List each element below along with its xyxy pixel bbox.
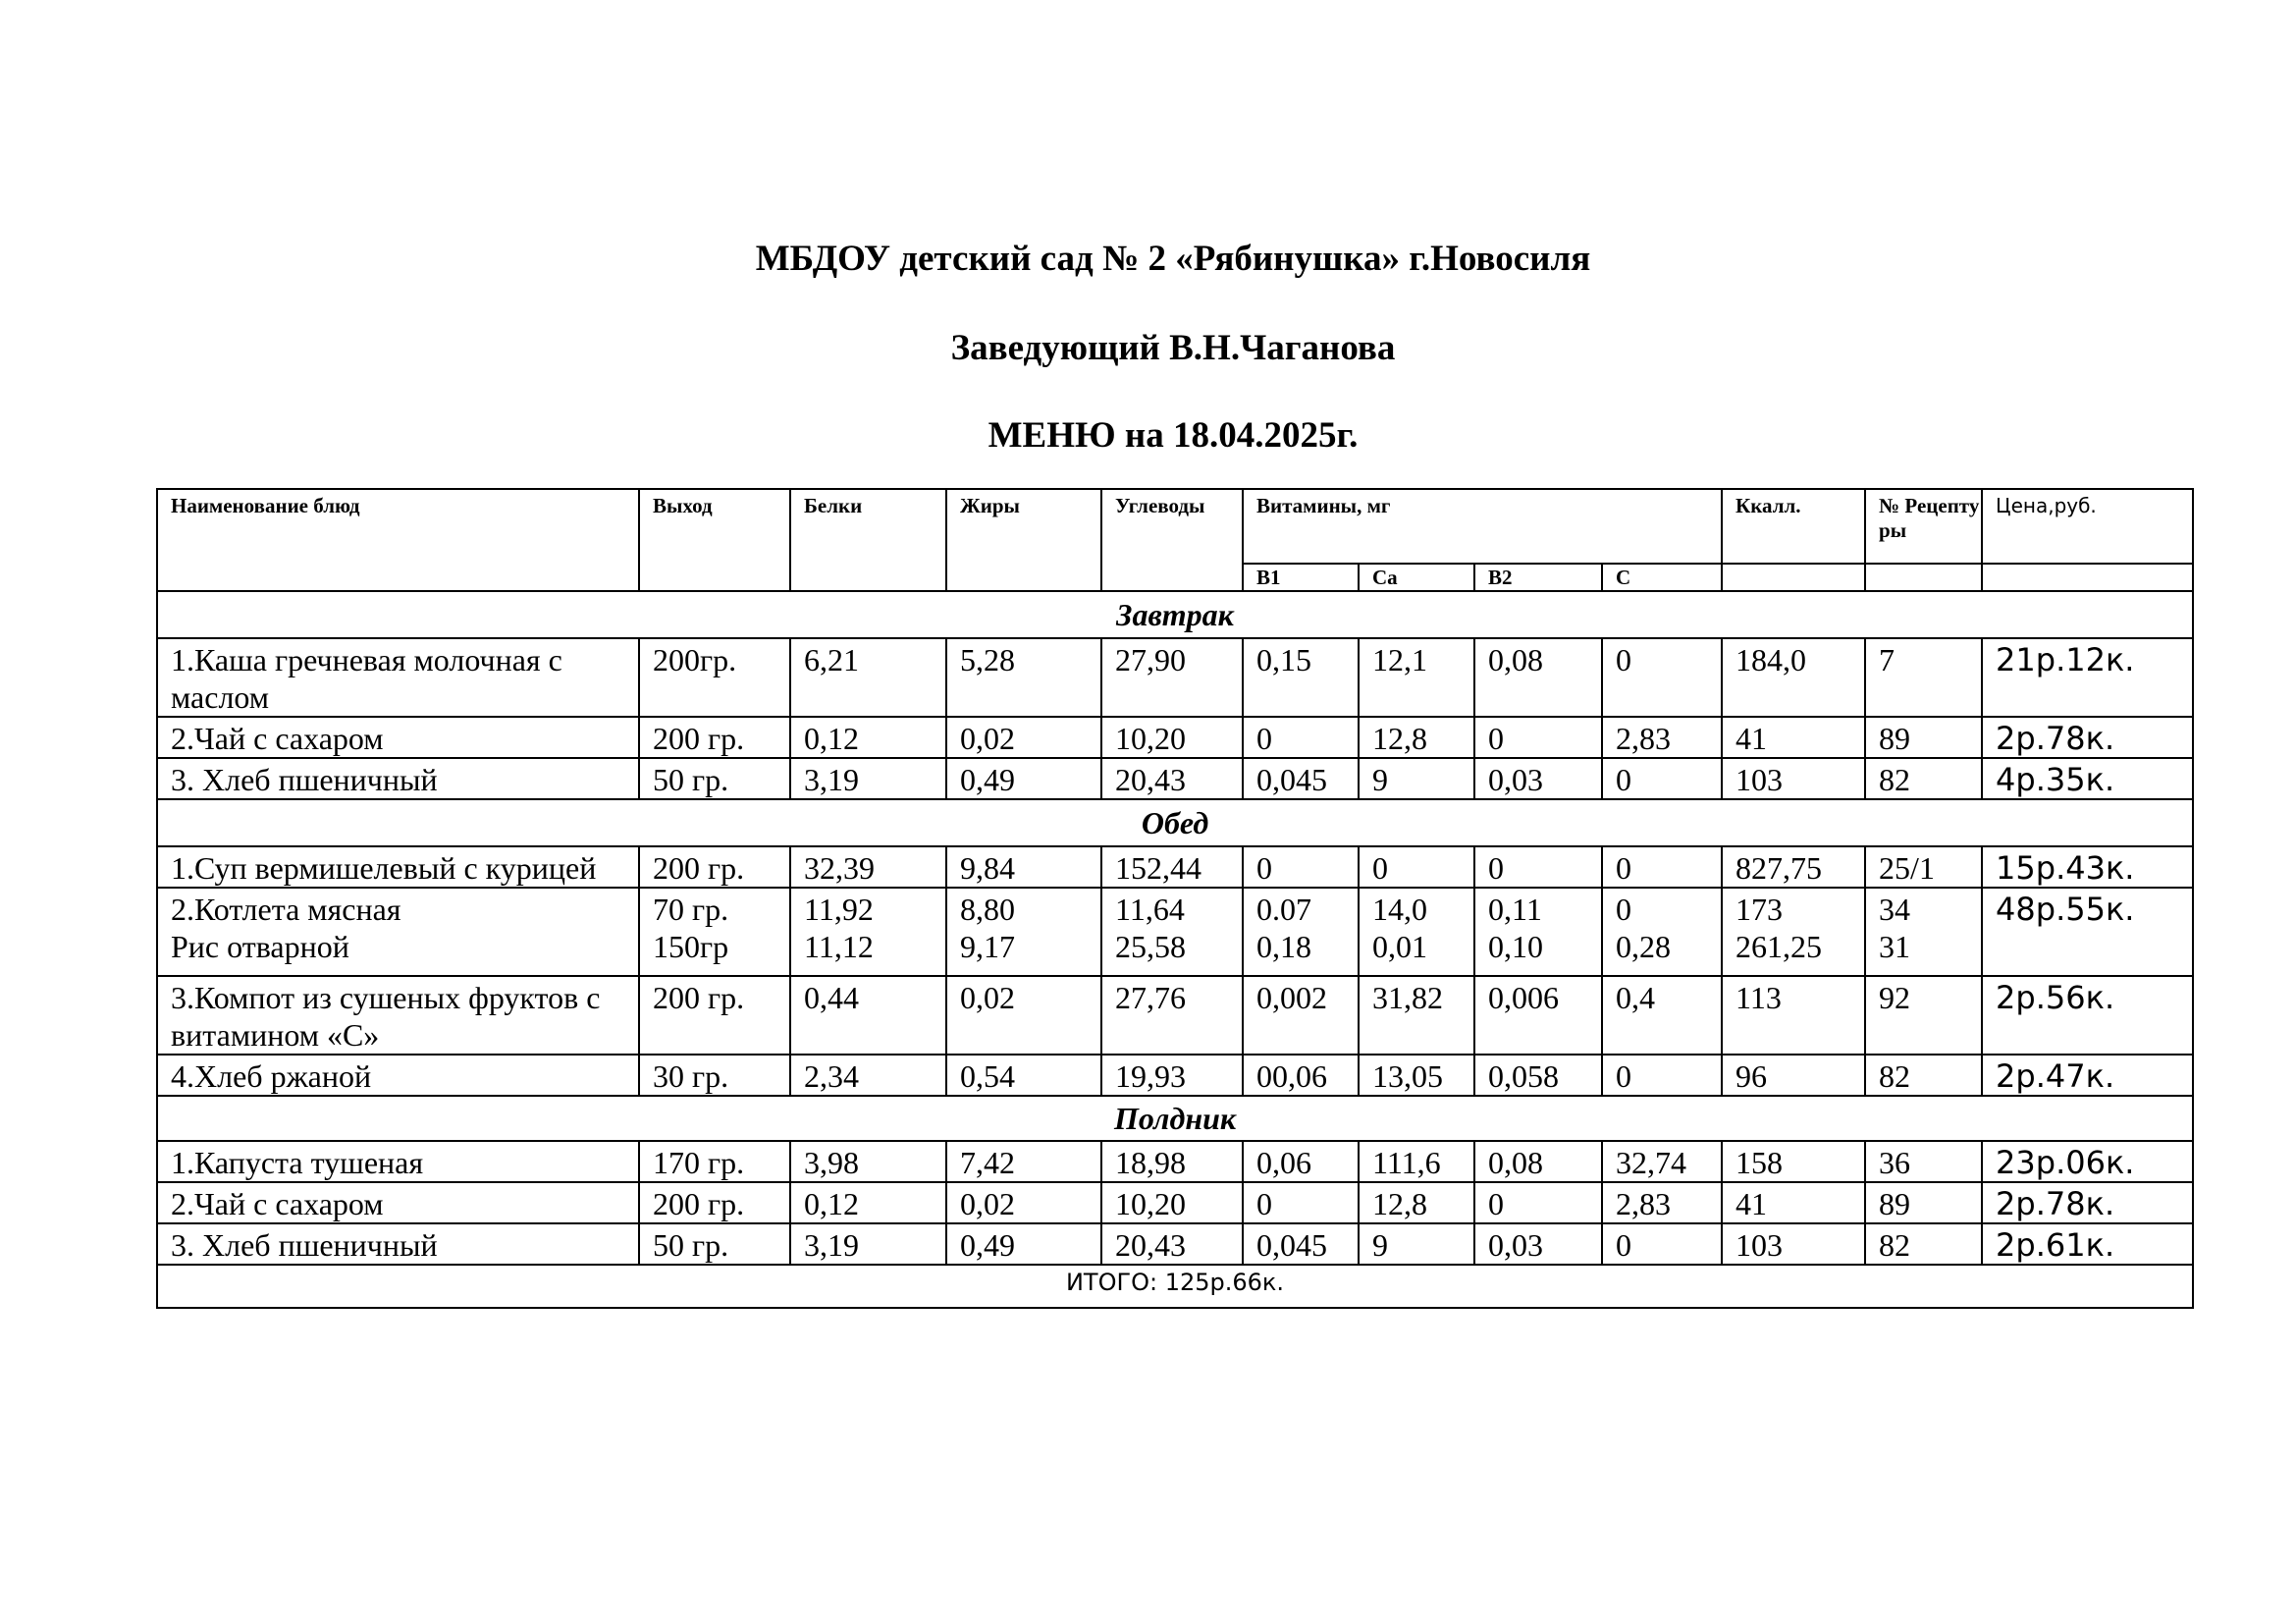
cell-dish-name [157, 717, 639, 758]
cell-value: 200 гр. [653, 850, 745, 886]
cell-value: 3. Хлеб пшеничный [171, 1227, 438, 1263]
table-row [157, 717, 2193, 758]
section-row [157, 1096, 2193, 1141]
cell-value: 6,21 [804, 642, 859, 677]
cell-vitamin-ca [1359, 888, 1474, 976]
cell-dish-name [157, 758, 639, 799]
cell-vitamin-c [1602, 846, 1722, 888]
cell-value: 27,90 [1115, 642, 1186, 677]
cell-value-second-line: 25,58 [1115, 929, 1186, 964]
cell-value: 9 [1372, 1227, 1388, 1263]
table-row [157, 758, 2193, 799]
col-header-recipe: № Рецепту ры [1865, 489, 1982, 564]
cell-value: 0.07 [1256, 892, 1311, 927]
table-row [157, 1182, 2193, 1223]
cell-kcal [1722, 1223, 1865, 1265]
cell-value: 20,43 [1115, 762, 1186, 797]
cell-value: 0,02 [960, 721, 1015, 756]
cell-output [639, 976, 790, 1055]
cell-value: 0,54 [960, 1058, 1015, 1094]
cell-recipe [1865, 846, 1982, 888]
cell-fat [946, 1182, 1101, 1223]
cell-recipe [1865, 976, 1982, 1055]
cell-value: 96 [1735, 1058, 1768, 1094]
cell-vitamin-b1 [1243, 976, 1359, 1055]
cell-vitamin-c [1602, 1223, 1722, 1265]
cell-value: 9,84 [960, 850, 1015, 886]
cell-value: 21р.12к. [1996, 641, 2135, 678]
cell-vitamin-b2 [1474, 1141, 1602, 1182]
cell-kcal [1722, 638, 1865, 717]
cell-value: 0,11 [1488, 892, 1542, 927]
cell-fat [946, 1223, 1101, 1265]
cell-vitamin-b2 [1474, 717, 1602, 758]
cell-fat [946, 976, 1101, 1055]
cell-fat [946, 1055, 1101, 1096]
cell-value: 0,03 [1488, 1227, 1543, 1263]
director-line: Заведующий В.Н.Чаганова [950, 328, 1396, 368]
cell-value: 0 [1256, 1186, 1272, 1221]
cell-value: 7 [1879, 642, 1896, 677]
cell-vitamin-b2 [1474, 1223, 1602, 1265]
cell-value: 827,75 [1735, 850, 1823, 886]
cell-carbs [1101, 1223, 1243, 1265]
cell-carbs [1101, 1141, 1243, 1182]
menu-table [156, 488, 2194, 1309]
cell-price [1982, 846, 2193, 888]
section-row [157, 591, 2193, 638]
cell-fat [946, 638, 1101, 717]
cell-value: 184,0 [1735, 642, 1807, 677]
cell-dish-name [157, 638, 639, 717]
cell-value: 0 [1488, 1186, 1504, 1221]
cell-value: 0,12 [804, 1186, 859, 1221]
col-header-vitamin-c: С [1602, 564, 1722, 591]
cell-value: 0 [1616, 762, 1631, 797]
cell-price [1982, 758, 2193, 799]
cell-vitamin-c [1602, 976, 1722, 1055]
cell-dish-name [157, 1141, 639, 1182]
empty-cell [1865, 564, 1982, 591]
cell-value: 2р.47к. [1996, 1057, 2115, 1095]
cell-value-second-line: 150гр [653, 929, 729, 964]
cell-recipe [1865, 638, 1982, 717]
cell-price [1982, 638, 2193, 717]
cell-kcal [1722, 888, 1865, 976]
cell-value: 5,28 [960, 642, 1015, 677]
cell-value: 89 [1879, 1186, 1911, 1221]
cell-value: 0,12 [804, 721, 859, 756]
cell-value: 0,06 [1256, 1145, 1311, 1180]
menu-title: МЕНЮ на 18.04.2025г. [988, 415, 1359, 456]
cell-vitamin-ca [1359, 846, 1474, 888]
col-header-name: Наименование блюд [157, 489, 639, 591]
cell-dish-name [157, 846, 639, 888]
cell-price [1982, 1223, 2193, 1265]
cell-value: 3. Хлеб пшеничный [171, 762, 438, 797]
cell-value: 34 [1879, 892, 1911, 927]
cell-carbs [1101, 976, 1243, 1055]
cell-value: 8,80 [960, 892, 1015, 927]
cell-value: 41 [1735, 721, 1768, 756]
cell-value: 0,49 [960, 762, 1015, 797]
cell-protein [790, 846, 946, 888]
cell-output [639, 758, 790, 799]
cell-value-second-line: 31 [1879, 929, 1911, 964]
cell-carbs [1101, 717, 1243, 758]
col-header-vitamin-b2: В2 [1474, 564, 1602, 591]
cell-value: 20,43 [1115, 1227, 1186, 1263]
cell-value: 41 [1735, 1186, 1768, 1221]
total-value: ИТОГО: 125р.66к. [157, 1265, 2193, 1308]
cell-value: 158 [1735, 1145, 1784, 1180]
total-row [157, 1265, 2193, 1308]
cell-value: 170 гр. [653, 1145, 745, 1180]
cell-value: 173 [1735, 892, 1784, 927]
cell-value: 0 [1616, 1058, 1631, 1094]
cell-vitamin-b1 [1243, 717, 1359, 758]
cell-vitamin-b1 [1243, 1182, 1359, 1223]
cell-value: 0 [1616, 642, 1631, 677]
cell-output [639, 1182, 790, 1223]
cell-value: 200гр. [653, 642, 737, 677]
table-row [157, 976, 2193, 1055]
org-title: МБДОУ детский сад № 2 «Рябинушка» г.Новосиля [755, 239, 1591, 279]
table-row [157, 888, 2193, 976]
cell-dish-name [157, 888, 639, 976]
cell-value: 2.Чай с сахаром [171, 1186, 384, 1221]
cell-value: 19,93 [1115, 1058, 1186, 1094]
cell-protein [790, 638, 946, 717]
table-row [157, 1223, 2193, 1265]
cell-dish-name [157, 1182, 639, 1223]
cell-dish-name [157, 1055, 639, 1096]
cell-value: 10,20 [1115, 1186, 1186, 1221]
cell-value: 0,03 [1488, 762, 1543, 797]
cell-value: 200 гр. [653, 721, 745, 756]
cell-kcal [1722, 717, 1865, 758]
cell-dish-name [157, 976, 639, 1055]
cell-protein [790, 717, 946, 758]
cell-vitamin-ca [1359, 717, 1474, 758]
cell-vitamin-b2 [1474, 1055, 1602, 1096]
cell-value: 200 гр. [653, 980, 745, 1015]
cell-fat [946, 846, 1101, 888]
cell-value: 36 [1879, 1145, 1911, 1180]
cell-price [1982, 888, 2193, 976]
cell-output [639, 1223, 790, 1265]
col-header-output: Выход [639, 489, 790, 591]
cell-carbs [1101, 758, 1243, 799]
cell-value: 0 [1616, 850, 1631, 886]
cell-value: 12,8 [1372, 1186, 1427, 1221]
cell-value: 50 гр. [653, 762, 729, 797]
section-row [157, 799, 2193, 846]
empty-cell [1722, 564, 1865, 591]
cell-recipe [1865, 717, 1982, 758]
col-header-price: Цена,руб. [1982, 489, 2193, 564]
cell-value: 0,44 [804, 980, 859, 1015]
table-row [157, 846, 2193, 888]
cell-vitamin-ca [1359, 1055, 1474, 1096]
cell-value: 103 [1735, 762, 1784, 797]
col-header-vitamins: Витамины, мг [1243, 489, 1722, 564]
table-row [157, 638, 2193, 717]
cell-value-second-line: 9,17 [960, 929, 1015, 964]
cell-carbs [1101, 846, 1243, 888]
cell-value: 2р.78к. [1996, 720, 2115, 757]
section-title: Полдник [157, 1096, 2193, 1141]
cell-recipe [1865, 888, 1982, 976]
cell-value: 4.Хлеб ржаной [171, 1058, 372, 1094]
cell-vitamin-c [1602, 717, 1722, 758]
section-title: Завтрак [157, 591, 2193, 638]
cell-vitamin-b2 [1474, 846, 1602, 888]
cell-value-second-line: Рис отварной [171, 929, 349, 964]
cell-value: 2р.61к. [1996, 1226, 2115, 1264]
cell-value: 0,15 [1256, 642, 1311, 677]
cell-value-second-line: 0,01 [1372, 929, 1427, 964]
cell-value: 2.Чай с сахаром [171, 721, 384, 756]
cell-value: 92 [1879, 980, 1911, 1015]
cell-vitamin-b1 [1243, 638, 1359, 717]
cell-recipe [1865, 1055, 1982, 1096]
cell-output [639, 638, 790, 717]
col-header-vitamin-b1: В1 [1243, 564, 1359, 591]
cell-value: 200 гр. [653, 1186, 745, 1221]
cell-value: 12,1 [1372, 642, 1427, 677]
cell-value: 111,6 [1372, 1145, 1441, 1180]
cell-value: 0 [1616, 892, 1631, 927]
cell-value: 00,06 [1256, 1058, 1327, 1094]
cell-vitamin-ca [1359, 1182, 1474, 1223]
cell-value: 0 [1256, 721, 1272, 756]
cell-value: 0,006 [1488, 980, 1559, 1015]
cell-vitamin-ca [1359, 1223, 1474, 1265]
cell-value: 2р.78к. [1996, 1185, 2115, 1222]
cell-value: 2р.56к. [1996, 979, 2115, 1016]
cell-vitamin-b1 [1243, 1141, 1359, 1182]
table-row [157, 1141, 2193, 1182]
cell-value: 4р.35к. [1996, 761, 2115, 798]
cell-value: 2,83 [1616, 1186, 1671, 1221]
cell-value: 12,8 [1372, 721, 1427, 756]
cell-vitamin-b2 [1474, 976, 1602, 1055]
cell-value: 1.Капуста тушеная [171, 1145, 424, 1180]
cell-vitamin-b1 [1243, 888, 1359, 976]
cell-value: 113 [1735, 980, 1782, 1015]
cell-vitamin-c [1602, 888, 1722, 976]
cell-vitamin-ca [1359, 758, 1474, 799]
cell-vitamin-ca [1359, 1141, 1474, 1182]
cell-value: 14,0 [1372, 892, 1427, 927]
cell-value: 2.Котлета мясная [171, 892, 401, 927]
cell-price [1982, 1141, 2193, 1182]
cell-value: 0,49 [960, 1227, 1015, 1263]
cell-value: 0,4 [1616, 980, 1655, 1015]
cell-kcal [1722, 758, 1865, 799]
cell-fat [946, 717, 1101, 758]
cell-value: 0,02 [960, 980, 1015, 1015]
cell-value-second-line: 0,10 [1488, 929, 1543, 964]
cell-value: 9 [1372, 762, 1388, 797]
cell-vitamin-c [1602, 1141, 1722, 1182]
cell-value: 27,76 [1115, 980, 1186, 1015]
cell-vitamin-b2 [1474, 1182, 1602, 1223]
cell-value: 0 [1616, 1227, 1631, 1263]
cell-value: 0 [1488, 850, 1504, 886]
cell-value: 30 гр. [653, 1058, 729, 1094]
table-header-row [157, 489, 2193, 564]
cell-fat [946, 1141, 1101, 1182]
cell-vitamin-c [1602, 638, 1722, 717]
cell-recipe [1865, 1182, 1982, 1223]
cell-vitamin-b1 [1243, 1055, 1359, 1096]
cell-value-second-line: 261,25 [1735, 929, 1823, 964]
cell-value: 50 гр. [653, 1227, 729, 1263]
col-header-carbs: Углеводы [1101, 489, 1243, 591]
cell-price [1982, 717, 2193, 758]
cell-value-second-line: 0,28 [1616, 929, 1671, 964]
cell-protein [790, 976, 946, 1055]
cell-value: 13,05 [1372, 1058, 1443, 1094]
cell-value: 48р.55к. [1996, 891, 2135, 928]
cell-value: 32,39 [804, 850, 875, 886]
col-header-vitamin-ca: Са [1359, 564, 1474, 591]
cell-carbs [1101, 1182, 1243, 1223]
cell-output [639, 846, 790, 888]
cell-value: 3,98 [804, 1145, 859, 1180]
cell-value: 0,08 [1488, 642, 1543, 677]
cell-value: 32,74 [1616, 1145, 1686, 1180]
cell-value: 0 [1372, 850, 1388, 886]
cell-value: 2,83 [1616, 721, 1671, 756]
cell-fat [946, 888, 1101, 976]
cell-output [639, 888, 790, 976]
cell-kcal [1722, 846, 1865, 888]
cell-value: 23р.06к. [1996, 1144, 2135, 1181]
cell-vitamin-ca [1359, 638, 1474, 717]
cell-vitamin-c [1602, 1182, 1722, 1223]
cell-protein [790, 888, 946, 976]
cell-value: 82 [1879, 1058, 1911, 1094]
cell-value: 82 [1879, 1227, 1911, 1263]
cell-carbs [1101, 1055, 1243, 1096]
cell-output [639, 717, 790, 758]
cell-value: 82 [1879, 762, 1911, 797]
cell-protein [790, 1182, 946, 1223]
cell-value: 18,98 [1115, 1145, 1186, 1180]
cell-recipe [1865, 1223, 1982, 1265]
cell-value: 89 [1879, 721, 1911, 756]
cell-value: 1.Каша гречневая молочная с маслом [171, 642, 562, 715]
cell-carbs [1101, 638, 1243, 717]
cell-protein [790, 1141, 946, 1182]
cell-output [639, 1141, 790, 1182]
cell-recipe [1865, 758, 1982, 799]
section-title: Обед [157, 799, 2193, 846]
cell-value: 3,19 [804, 762, 859, 797]
cell-vitamin-b1 [1243, 846, 1359, 888]
cell-value: 11,64 [1115, 892, 1185, 927]
cell-vitamin-ca [1359, 976, 1474, 1055]
cell-value-second-line: 11,12 [804, 929, 874, 964]
cell-fat [946, 758, 1101, 799]
cell-value: 10,20 [1115, 721, 1186, 756]
cell-price [1982, 1182, 2193, 1223]
cell-protein [790, 758, 946, 799]
cell-price [1982, 976, 2193, 1055]
cell-vitamin-b2 [1474, 888, 1602, 976]
cell-price [1982, 1055, 2193, 1096]
cell-kcal [1722, 976, 1865, 1055]
cell-protein [790, 1055, 946, 1096]
cell-value: 152,44 [1115, 850, 1201, 886]
cell-output [639, 1055, 790, 1096]
cell-protein [790, 1223, 946, 1265]
cell-value: 3.Компот из сушеных фруктов с витамином «С» [171, 980, 601, 1053]
cell-value: 7,42 [960, 1145, 1015, 1180]
cell-value: 0 [1488, 721, 1504, 756]
table-row [157, 1055, 2193, 1096]
cell-dish-name [157, 1223, 639, 1265]
cell-value: 0,045 [1256, 762, 1327, 797]
cell-value: 0,002 [1256, 980, 1327, 1015]
cell-value: 25/1 [1879, 850, 1935, 886]
cell-value: 2,34 [804, 1058, 859, 1094]
cell-value: 1.Суп вермишелевый с курицей [171, 850, 597, 886]
cell-kcal [1722, 1055, 1865, 1096]
cell-value: 0,045 [1256, 1227, 1327, 1263]
cell-vitamin-b2 [1474, 758, 1602, 799]
cell-vitamin-b1 [1243, 1223, 1359, 1265]
cell-value: 0,08 [1488, 1145, 1543, 1180]
cell-value: 103 [1735, 1227, 1784, 1263]
cell-value: 0,02 [960, 1186, 1015, 1221]
cell-kcal [1722, 1182, 1865, 1223]
cell-value: 0,058 [1488, 1058, 1559, 1094]
cell-value: 15р.43к. [1996, 849, 2135, 887]
cell-value: 31,82 [1372, 980, 1443, 1015]
col-header-kcal: Ккалл. [1722, 489, 1865, 564]
cell-vitamin-c [1602, 758, 1722, 799]
cell-value: 11,92 [804, 892, 874, 927]
cell-kcal [1722, 1141, 1865, 1182]
cell-carbs [1101, 888, 1243, 976]
col-header-protein: Белки [790, 489, 946, 591]
cell-vitamin-b2 [1474, 638, 1602, 717]
cell-value: 3,19 [804, 1227, 859, 1263]
cell-value: 0 [1256, 850, 1272, 886]
cell-recipe [1865, 1141, 1982, 1182]
menu-table-body [157, 489, 2193, 1308]
cell-vitamin-c [1602, 1055, 1722, 1096]
cell-value-second-line: 0,18 [1256, 929, 1311, 964]
cell-vitamin-b1 [1243, 758, 1359, 799]
col-header-fat: Жиры [946, 489, 1101, 591]
empty-cell [1982, 564, 2193, 591]
cell-value: 70 гр. [653, 892, 729, 927]
